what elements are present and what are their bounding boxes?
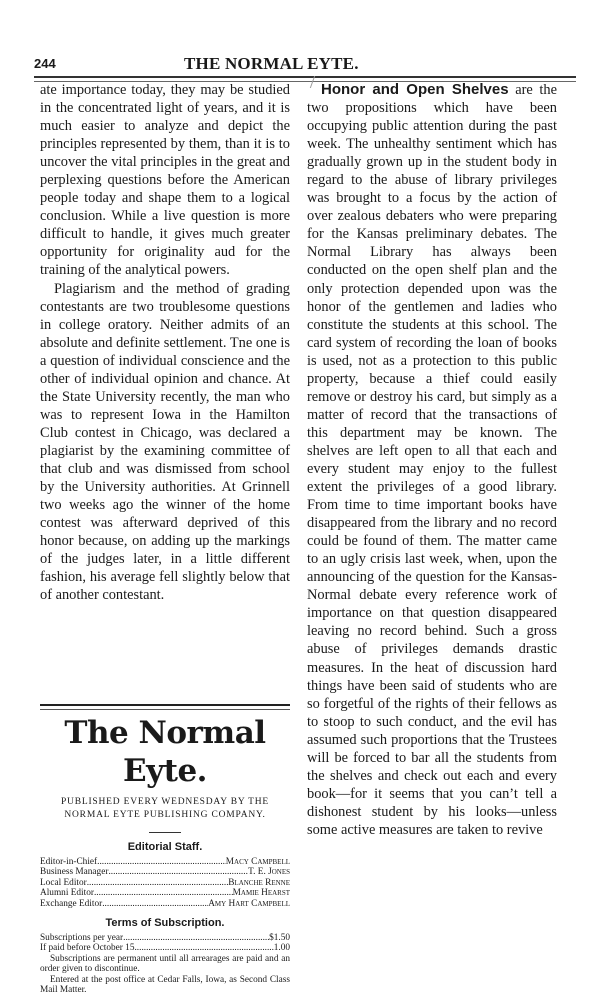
staff-name: Macy Campbell xyxy=(225,857,290,867)
price-label: If paid before October 15 xyxy=(40,943,135,954)
editorial-staff-heading: Editorial Staff. xyxy=(127,841,203,853)
staff-row xyxy=(40,899,290,909)
subscription-note: Subscriptions are permanent until all arrearages are paid and an order given to discontinue. xyxy=(40,953,290,975)
staff-name: T. E. Jones xyxy=(248,867,290,878)
price-value: $1.50 xyxy=(269,933,290,944)
left-column xyxy=(40,81,290,604)
masthead-subtitle xyxy=(40,796,290,822)
staff-row xyxy=(40,857,290,867)
page-number: 244 xyxy=(34,56,56,71)
staff-name: Amy Hart Campbell xyxy=(208,898,290,909)
staff-role: Editor-in-Chief xyxy=(40,857,98,867)
price-label: Subscriptions per year xyxy=(40,933,124,944)
subtitle-line: PUBLISHED EVERY WEDNESDAY BY THE xyxy=(60,797,270,807)
staff-name: Mamie Hearst xyxy=(232,888,290,899)
journal-title: THE NORMAL EYTE. xyxy=(184,54,359,73)
staff-role: Alumni Editor xyxy=(40,888,94,899)
divider xyxy=(149,832,181,833)
running-head xyxy=(34,54,476,74)
postal-note: Entered at the post office at Cedar Falls, Iowa, as Second Class Mail Matter. xyxy=(40,974,290,996)
price-row xyxy=(40,933,290,943)
masthead-rule xyxy=(40,704,290,710)
paragraph-continued: ate importance today, they may be studied in the concentrated light of years, and it is much easier to analyze and depict the principles represented by them, than it is to uncover the vital principles in the great and perplexing questions before the American people today and shape them to a logical conclusion. While a live question is more difficult to handle, it gives much greater opportunity for originality aud for the training of the analytical powers. xyxy=(40,82,290,279)
editorial-paragraph xyxy=(307,81,557,839)
price-row xyxy=(40,943,290,953)
terms-heading: Terms of Subscription. xyxy=(105,917,225,930)
price-value: 1.00 xyxy=(273,943,290,954)
staff-row xyxy=(40,878,290,888)
masthead xyxy=(40,704,290,995)
subtitle-line: NORMAL EYTE PUBLISHING COMPANY. xyxy=(64,810,266,820)
paragraph-plagiarism: Plagiarism and the method of grading contestants are two troublesome questions in college oratory. Neither admits of an absolute and definite settlement. Tne one is a question of individual conscience and the other of individual opinion and chance. At the State University recently, the man who was to represent Iowa in the Hamilton Club contest in Chicago, was declared a plagiarist by the examining committee of that club and was dismissed from school by the University authorities. At Grinnell two weeks ago the winner of the home contest was afterward deprived of this honor because, on adding up the markings of the judges later, in a little different fashion, his average fell slightly below that of another contestant. xyxy=(40,280,290,604)
masthead-title: The Normal Eyte. xyxy=(64,715,266,789)
staff-role: Exchange Editor xyxy=(40,898,103,909)
staff-row xyxy=(40,888,290,898)
staff-role: Local Editor xyxy=(40,877,87,888)
editorial-body: are the two propositions which have been occupying public attention during the past week. The unhealthy sentiment which has gradually grown up in the student body in regard to the abuse of library privileges was brought to a focus by the action of over zealous debaters who were preparing for the Kansas preliminary debates. The Normal Library has always been conducted on the open shelf plan and the only protection depended upon was the honor of the gentlemen and ladies who constitute the students at this school. The card system of recording the loan of books is used, not as a protection to this public property, because a thief could easily remove or destroy his card, but simply as a matter of record that the transactions of this department may be known. The shelves are left open to all that each and every student may enjoy to the fullest extent the privileges of a good library. From time to time important books have disappeared from the library and no record could be found of them. The matter came to an ugly crisis last week, when, upon the announcing of the question for the Kansas-Normal debate every reference work of importance on that question disappeared leaving no record behind. Such a gross abuse of privileges demands drastic measures. In the heat of discussion hard things have been said of students who are so forgetful of the rights of their fellows as to stoop to such conduct, and the evil has assumed such proportions that the Trustees will be forced to bar all the students from the shelves and check out each and every book—for it seems that you can’t tell a dishonest student by his looks—unless some active measures are taken to revive xyxy=(307,82,558,838)
staff-role: Business Manager xyxy=(40,867,109,878)
staff-name: Blanche Renne xyxy=(228,877,290,888)
right-column xyxy=(307,81,557,839)
terms-notes xyxy=(40,954,290,996)
staff-row xyxy=(40,867,290,877)
editorial-heading: Honor and Open Shelves xyxy=(321,81,509,98)
staff-list xyxy=(40,857,290,909)
